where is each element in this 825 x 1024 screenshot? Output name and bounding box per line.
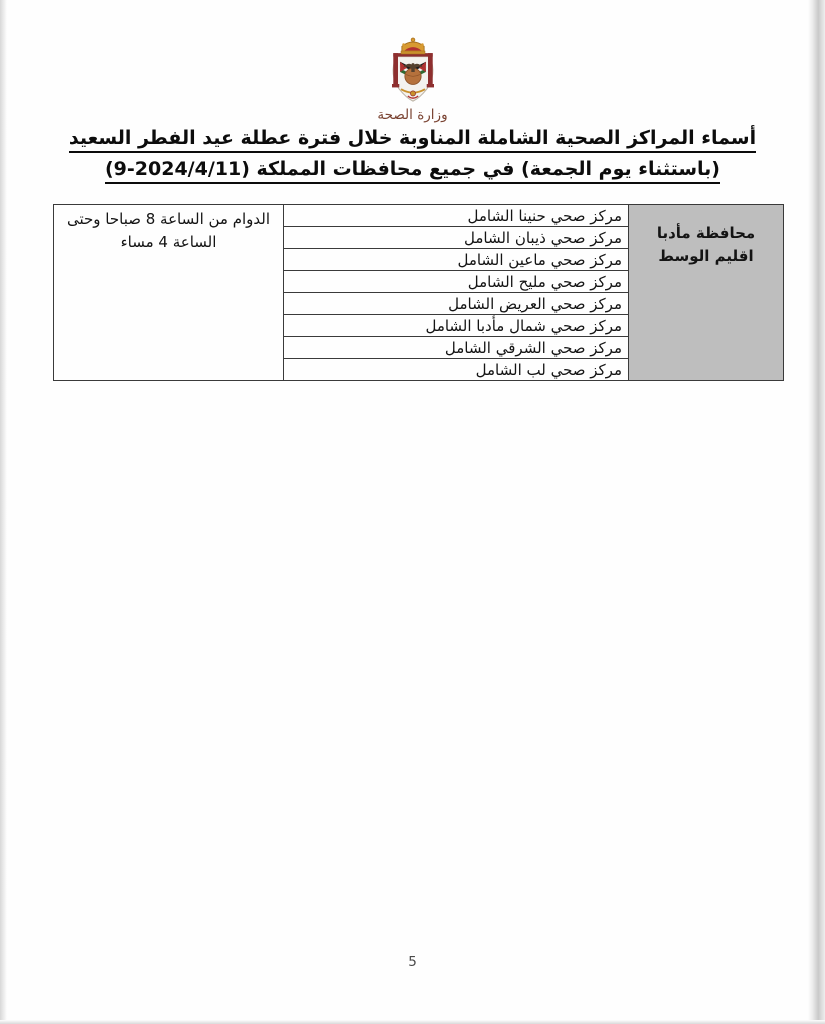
working-hours-cell (54, 205, 284, 381)
document-title-line-1-text: أسماء المراكز الصحية الشاملة المناوبة خلال فترة عطلة عيد الفطر السعيد (69, 128, 756, 153)
health-center-name: مركز صحي شمال مأدبا الشامل (284, 315, 629, 337)
ministry-name-label: وزارة الصحة (377, 107, 448, 123)
working-hours-line-1: الدوام من الساعة 8 صباحا وحتى (66, 210, 271, 228)
health-centers-table (53, 204, 784, 381)
health-center-name: مركز صحي مليح الشامل (284, 271, 629, 293)
page-edge-shadow-left (0, 0, 7, 1024)
governorate-cell (629, 205, 784, 381)
page-number: 5 (408, 954, 417, 970)
working-hours-line-2: الساعة 4 مساء (120, 232, 217, 251)
health-center-name: مركز صحي ذيبان الشامل (284, 227, 629, 249)
page-edge-shadow-bottom (0, 1020, 825, 1024)
ministry-logo (370, 36, 456, 108)
region-name: اقليم الوسط (658, 246, 754, 265)
jordan-coat-of-arms-icon (370, 36, 456, 108)
document-title-line-1 (0, 127, 825, 153)
health-center-name: مركز صحي ماعين الشامل (284, 249, 629, 271)
health-center-name: مركز صحي الشرقي الشامل (284, 337, 629, 359)
table-row (54, 205, 784, 227)
document-title-line-2-text: (باستثناء يوم الجمعة) في جميع محافظات المملكة (2024/4/11-9) (105, 159, 720, 184)
governorate-name: محافظة مأدبا (656, 224, 756, 242)
page-edge-shadow-right (808, 0, 825, 1024)
health-center-name: مركز صحي حنينا الشامل (284, 205, 629, 227)
document-title-line-2 (0, 158, 825, 184)
health-center-name: مركز صحي لب الشامل (284, 359, 629, 381)
health-center-name: مركز صحي العريض الشامل (284, 293, 629, 315)
